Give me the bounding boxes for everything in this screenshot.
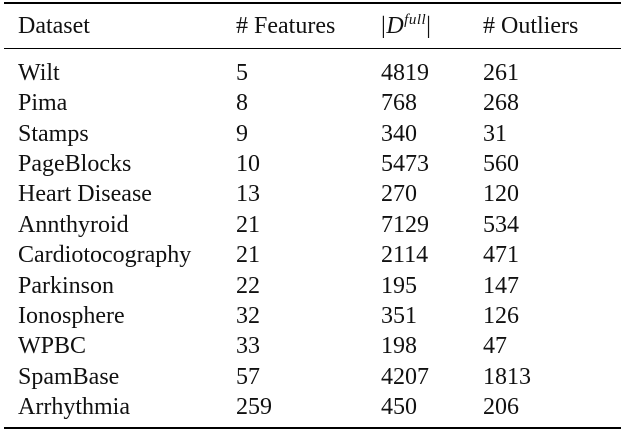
cell-features: 10 [236,150,260,177]
cell-dataset: Stamps [18,120,89,147]
table-row [4,149,621,179]
cell-features: 13 [236,181,260,208]
table-header-row [4,0,621,48]
cell-outliers: 147 [483,272,519,299]
table-row [4,331,621,361]
table-row [4,392,621,422]
cell-dataset: Parkinson [18,272,114,299]
cell-dfull: 340 [381,120,417,147]
cell-dataset: Pima [18,90,68,117]
table-row [4,301,621,331]
table-row [4,270,621,300]
cell-dataset: Arrhythmia [18,394,130,421]
cell-dfull: 768 [381,90,417,117]
cell-outliers: 560 [483,150,519,177]
header-dataset: Dataset [18,13,90,39]
table-row [4,48,621,88]
cell-dfull: 2114 [381,242,429,269]
cell-outliers: 534 [483,211,519,238]
cell-dfull: 4207 [381,363,429,390]
cell-features: 21 [236,211,260,238]
cell-outliers: 471 [483,242,519,269]
cell-outliers: 120 [483,181,519,208]
cell-dfull: 198 [381,333,417,360]
cell-dataset: PageBlocks [18,150,132,177]
cell-outliers: 126 [483,302,519,329]
cell-outliers: 31 [483,120,507,147]
cell-dfull: 5473 [381,150,429,177]
table-row [4,88,621,118]
table-row [4,210,621,240]
header-dfull-base: D [386,13,405,39]
cell-dfull: 4819 [381,60,429,86]
cell-features: 259 [236,394,272,421]
cell-dataset: SpamBase [18,363,120,390]
cell-dataset: Ionosphere [18,302,125,329]
cell-dfull: 270 [381,181,417,208]
dataset-table [4,0,621,422]
table-body [4,48,621,422]
cell-dataset: Heart Disease [18,181,152,208]
table-row [4,179,621,209]
header-outliers: # Outliers [483,13,579,39]
cell-features: 8 [236,90,248,117]
cell-dfull: 450 [381,394,417,421]
cell-outliers: 261 [483,60,519,86]
cell-features: 22 [236,272,260,299]
cell-outliers: 268 [483,90,519,117]
table-row [4,362,621,392]
cell-features: 57 [236,363,260,390]
cell-features: 21 [236,242,260,269]
cell-dataset: Annthyroid [18,211,129,238]
header-features: # Features [236,13,336,39]
cell-features: 9 [236,120,248,147]
table-bottom-rule [4,427,621,429]
cell-features: 5 [236,60,248,86]
cell-dfull: 195 [381,272,417,299]
cell-dfull: 7129 [381,211,429,238]
table-row [4,240,621,270]
cell-outliers: 1813 [483,363,531,390]
cell-dataset: WPBC [18,333,87,360]
cell-features: 32 [236,302,260,329]
cell-outliers: 206 [483,394,519,421]
cell-dataset: Wilt [18,60,60,86]
table-row [4,118,621,148]
cell-dfull: 351 [381,302,417,329]
header-dfull-sup: full [404,12,427,28]
header-dfull: $|D^{full}|$ [381,12,432,39]
cell-features: 33 [236,333,260,360]
cell-dataset: Cardiotocography [18,242,192,269]
cell-outliers: 47 [483,333,507,360]
